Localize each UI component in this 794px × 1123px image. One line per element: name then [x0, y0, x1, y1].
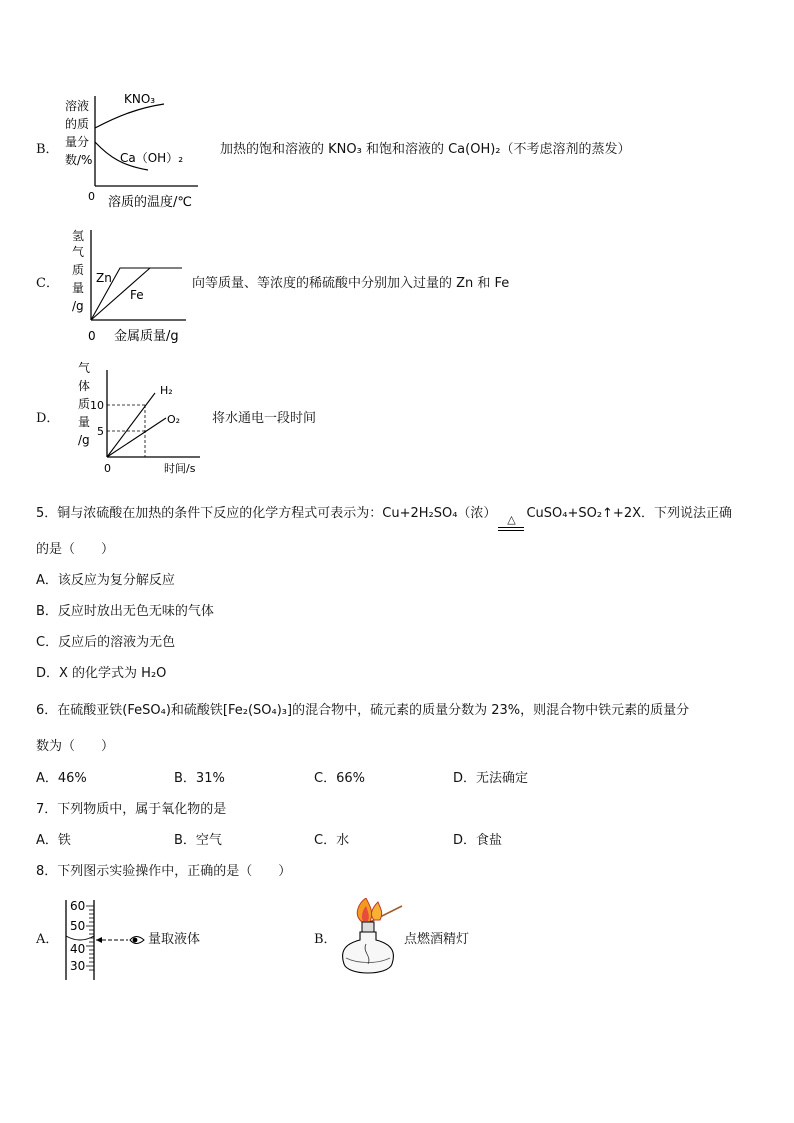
cylinder-scale-50: 50 — [70, 919, 86, 933]
graph-c-origin: 0 — [88, 329, 96, 343]
graph-d-xlabel: 时间/s — [164, 462, 196, 475]
graph-c-xlabel: 金属质量/g — [114, 329, 179, 344]
graph-c-zn-label: Zn — [96, 271, 112, 285]
q5-stem-line2: 的是（ ） — [36, 542, 115, 557]
graph-b-ylabel-2: 的质 — [65, 117, 90, 131]
q8-option-b-label: B． — [314, 932, 337, 947]
graph-c-fe-label: Fe — [130, 288, 144, 302]
q4-option-c-label: C． — [36, 276, 59, 291]
q5-option-c[interactable]: C．反应后的溶液为无色 — [36, 635, 176, 650]
graph-d-tick-5: 5 — [97, 425, 104, 438]
cylinder-scale-60: 60 — [70, 899, 86, 913]
graph-d-ylabel-4: 量 — [78, 415, 91, 429]
graph-b-xlabel: 溶质的温度/℃ — [108, 195, 192, 210]
graph-b-ylabel-3: 量分 — [65, 135, 90, 149]
q5-stem-part-b: CuSO₄+SO₂↑+2X．下列说法正确 — [526, 506, 733, 521]
graph-d-ylabel-5: /g — [78, 433, 90, 447]
q4-option-d-description: 将水通电一段时间 — [212, 411, 317, 426]
q5-option-d[interactable]: D．X 的化学式为 H₂O — [36, 666, 167, 681]
graph-c-ylabel-1: 氢 — [72, 229, 85, 243]
graph-c-ylabel-2: 气 — [72, 245, 85, 259]
graph-b-caoh2-label: Ca（OH）₂ — [120, 151, 184, 165]
graph-d-origin: 0 — [104, 462, 111, 475]
q8-option-a-caption: 量取液体 — [148, 932, 201, 947]
q6-stem-line2: 数为（ ） — [36, 739, 115, 754]
q5-option-b[interactable]: B．反应时放出无色无味的气体 — [36, 604, 214, 619]
lamp-body — [343, 932, 394, 973]
eye-icon — [130, 937, 144, 944]
q6-formula-feso4: (FeSO₄) — [122, 703, 171, 718]
q8-option-b-alcohol-lamp[interactable] — [330, 898, 406, 982]
q6-stem-part-a: 6．在硫酸亚铁 — [36, 703, 123, 718]
graph-d-ylabel-2: 体 — [78, 379, 91, 393]
q6-option-a[interactable]: A．46% — [36, 771, 87, 786]
graph-c-ylabel-4: 量 — [72, 281, 85, 295]
q4-option-d-label: D． — [36, 411, 60, 426]
q5-stem-part-a: 5．铜与浓硫酸在加热的条件下反应的化学方程式可表示为：Cu+2H₂SO₄（浓） — [36, 506, 497, 521]
graph-d-tick-10: 10 — [90, 399, 104, 412]
q6-option-b[interactable]: B．31% — [174, 771, 225, 786]
graph-b-ylabel-4: 数/% — [65, 153, 93, 167]
q6-stem-line1 — [36, 703, 689, 719]
graph-b-origin: 0 — [88, 190, 95, 203]
q7-option-a[interactable]: A．铁 — [36, 833, 71, 848]
q6-option-c[interactable]: C．66% — [314, 771, 365, 786]
graph-d-h2-label: H₂ — [160, 384, 173, 397]
q4-option-c-graph — [64, 222, 188, 350]
q8-stem: 8．下列图示实验操作中，正确的是（ ） — [36, 864, 292, 879]
q4-option-d-graph — [70, 356, 210, 478]
graph-b-kno3-label: KNO₃ — [124, 92, 156, 106]
graph-d-o2-line — [107, 418, 166, 457]
cylinder-scale-40: 40 — [70, 942, 86, 956]
match-flame-icon — [371, 902, 381, 920]
heating-triangle-icon: △ — [507, 513, 516, 526]
q4-option-b-description: 加热的饱和溶液的 KNO₃ 和饱和溶液的 Ca(OH)₂（不考虑溶剂的蒸发） — [220, 142, 631, 157]
q7-option-d[interactable]: D．食盐 — [453, 833, 503, 848]
q7-option-c[interactable]: C．水 — [314, 833, 350, 848]
graph-b-kno3-curve — [95, 104, 164, 128]
q8-option-a-cylinder[interactable] — [58, 898, 148, 982]
q6-option-d[interactable]: D．无法确定 — [453, 771, 529, 786]
graph-b-ylabel-1: 溶液 — [65, 99, 90, 113]
graph-d-h2-line — [107, 393, 155, 457]
q6-stem-part-b: 和硫酸铁 — [170, 703, 223, 718]
q6-stem-part-c: 的混合物中，硫元素的质量分数为 23%，则混合物中铁元素的质量分 — [292, 703, 690, 718]
q6-formula-fe2so43: [Fe₂(SO₄)₃] — [222, 703, 293, 718]
q7-stem: 7．下列物质中，属于氧化物的是 — [36, 802, 227, 817]
q5-stem-line1 — [36, 506, 733, 526]
cylinder-meniscus — [66, 936, 94, 940]
q5-option-a[interactable]: A．该反应为复分解反应 — [36, 573, 175, 588]
q8-option-a-label: A． — [36, 932, 59, 947]
q7-option-b[interactable]: B．空气 — [174, 833, 222, 848]
q4-option-b-label: B． — [36, 142, 59, 157]
graph-d-ylabel-1: 气 — [78, 361, 91, 375]
graph-c-ylabel-3: 质 — [72, 263, 85, 277]
cylinder-scale-30: 30 — [70, 959, 86, 973]
graph-c-ylabel-5: /g — [72, 299, 84, 313]
q4-option-b-graph — [58, 86, 208, 214]
q8-option-b-caption: 点燃酒精灯 — [404, 932, 470, 947]
graph-d-o2-label: O₂ — [167, 413, 181, 426]
q4-option-c-description: 向等质量、等浓度的稀硫酸中分别加入过量的 Zn 和 Fe — [192, 276, 510, 291]
graph-d-ylabel-3: 质 — [78, 397, 91, 411]
lamp-wick-holder — [362, 922, 374, 932]
sight-arrow — [96, 937, 102, 943]
